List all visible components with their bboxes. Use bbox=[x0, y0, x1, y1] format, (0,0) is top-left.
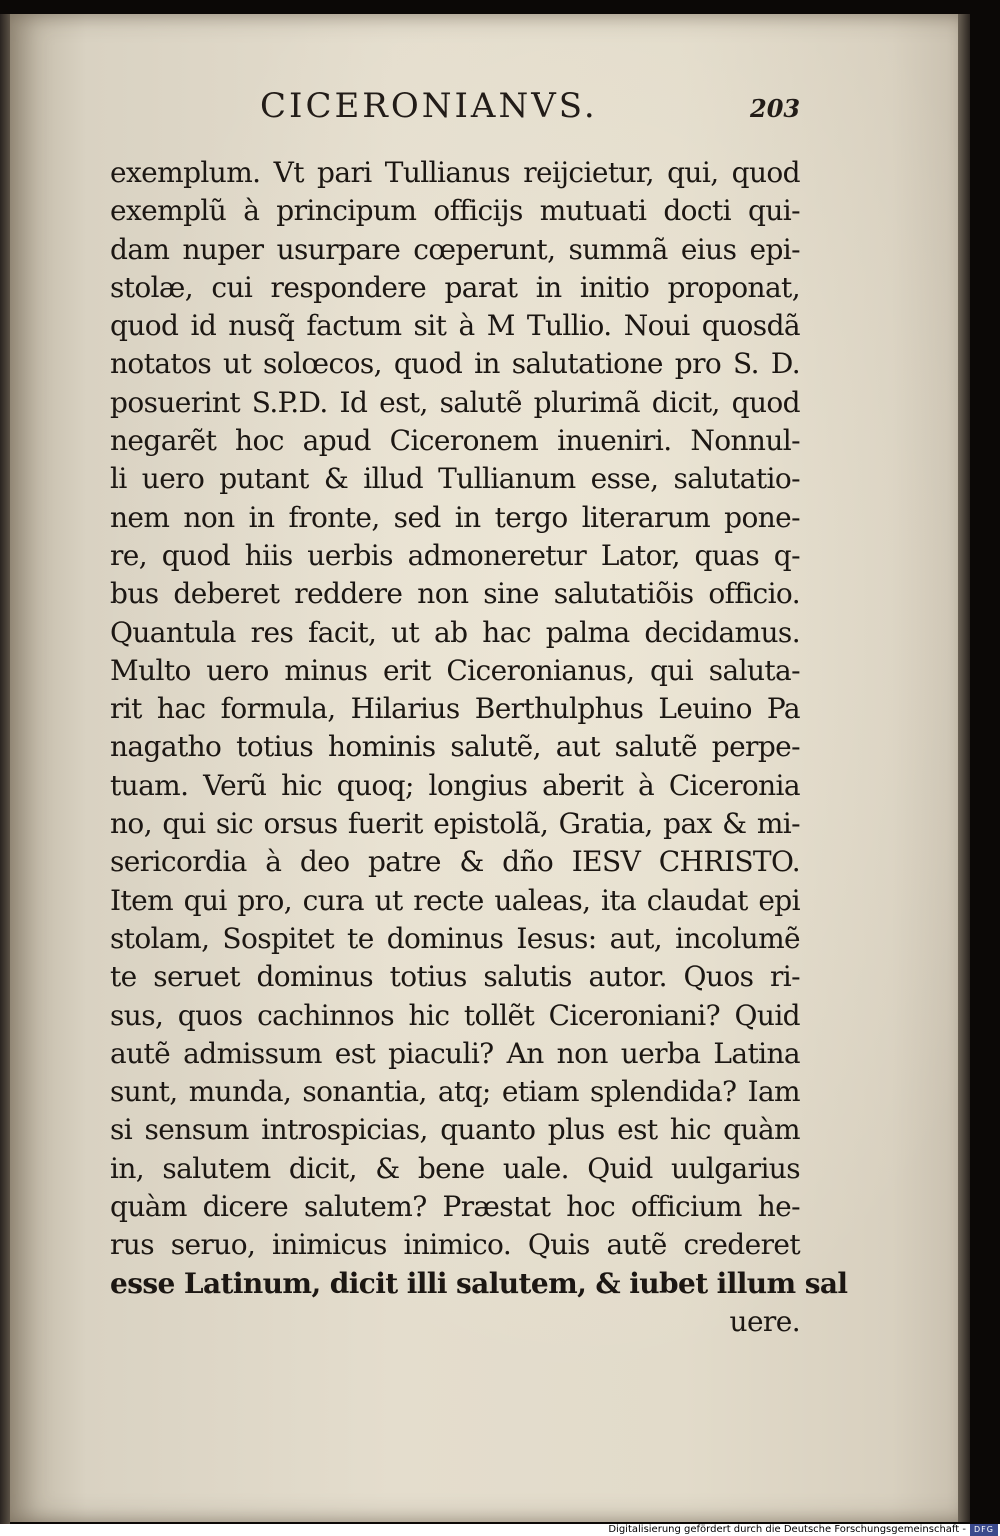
text-line: re, quod hiis uerbis admoneretur Lator, quas q- bbox=[110, 538, 800, 572]
text-line: notatos ut solœcos, quod in salutatione pro S. D. bbox=[110, 347, 800, 381]
text-line: si sensum introspicias, quanto plus est hic quàm bbox=[110, 1113, 800, 1147]
text-line: no, qui sic orsus fuerit epistolã, Gratia, pax & mi- bbox=[110, 807, 800, 841]
text-line: nem non in fronte, sed in tergo literarum pone- bbox=[110, 500, 800, 534]
text-line: Item qui pro, cura ut recte ualeas, ita claudat epi bbox=[110, 883, 800, 917]
text-line: sus, quos cachinnos hic tollẽt Ciceroniani? Quid bbox=[110, 998, 800, 1032]
text-line: dam nuper usurpare cœperunt, summã eius epi- bbox=[110, 232, 800, 266]
text-line: posuerint S.P.D. Id est, salutẽ plurimã dicit, quod bbox=[110, 385, 800, 419]
text-line: Multo uero minus erit Ciceronianus, qui saluta- bbox=[110, 653, 800, 687]
running-head bbox=[100, 86, 800, 146]
text-line: bus deberet reddere non sine salutatiõis officio. bbox=[110, 577, 800, 611]
dfg-logo: DFG bbox=[970, 1524, 998, 1536]
text-line: esse Latinum, dicit illi salutem, & iubet illum sal bbox=[110, 1266, 848, 1300]
digitization-credit: Digitalisierung gefördert durch die Deutsche Forschungsgemeinschaft - bbox=[608, 1524, 966, 1535]
text-line: sunt, munda, sonantia, atq; etiam splendida? Iam bbox=[110, 1075, 800, 1109]
binding-edge bbox=[0, 14, 10, 1524]
text-line: negarẽt hoc apud Ciceronem inueniri. Nonnul- bbox=[110, 424, 800, 458]
text-line: exemplum. Vt pari Tullianus reijcietur, qui, quod bbox=[110, 156, 800, 189]
text-line: quod id nusq̃ factum sit à M Tullio. Noui quosdã bbox=[110, 309, 800, 343]
text-line: exemplũ à principum officijs mutuati docti qui- bbox=[110, 194, 800, 228]
text-line: te seruet dominus totius salutis autor. Quos ri- bbox=[110, 960, 800, 994]
page-number: 203 bbox=[750, 94, 801, 123]
text-block bbox=[110, 154, 848, 1341]
text-line: rit hac formula, Hilarius Berthulphus Leuino Pa bbox=[110, 692, 800, 726]
text-line: autẽ admissum est piaculi? An non uerba Latina bbox=[110, 1036, 800, 1070]
text-line: quàm dicere salutem? Præstat hoc officium he- bbox=[110, 1190, 800, 1224]
text-line: sericordia à deo patre & dño IESV CHRISTO. bbox=[110, 845, 800, 879]
text-line: stolam, Sospitet te dominus Iesus: aut, incolumẽ bbox=[110, 921, 800, 955]
text-line: nagatho totius hominis salutẽ, aut salutẽ perpe- bbox=[110, 730, 800, 764]
text-line: li uero putant & illud Tullianum esse, salutatio- bbox=[110, 462, 800, 496]
book-page bbox=[10, 14, 968, 1522]
text-line: stolæ, cui respondere parat in initio proponat, bbox=[110, 270, 800, 304]
text-line: tuam. Verũ hic quoq; longius aberit à Ciceronia bbox=[110, 768, 800, 802]
page-edge-shadow bbox=[958, 14, 970, 1522]
catchword: uere. bbox=[729, 1304, 800, 1338]
text-line: rus seruo, inimicus inimico. Quis autẽ crederet bbox=[110, 1228, 800, 1262]
running-head-title: CICERONIANVS. bbox=[260, 86, 598, 126]
text-line: in, salutem dicit, & bene uale. Quid uulgarius bbox=[110, 1151, 800, 1185]
text-line: Quantula res facit, ut ab hac palma decidamus. bbox=[110, 615, 800, 649]
